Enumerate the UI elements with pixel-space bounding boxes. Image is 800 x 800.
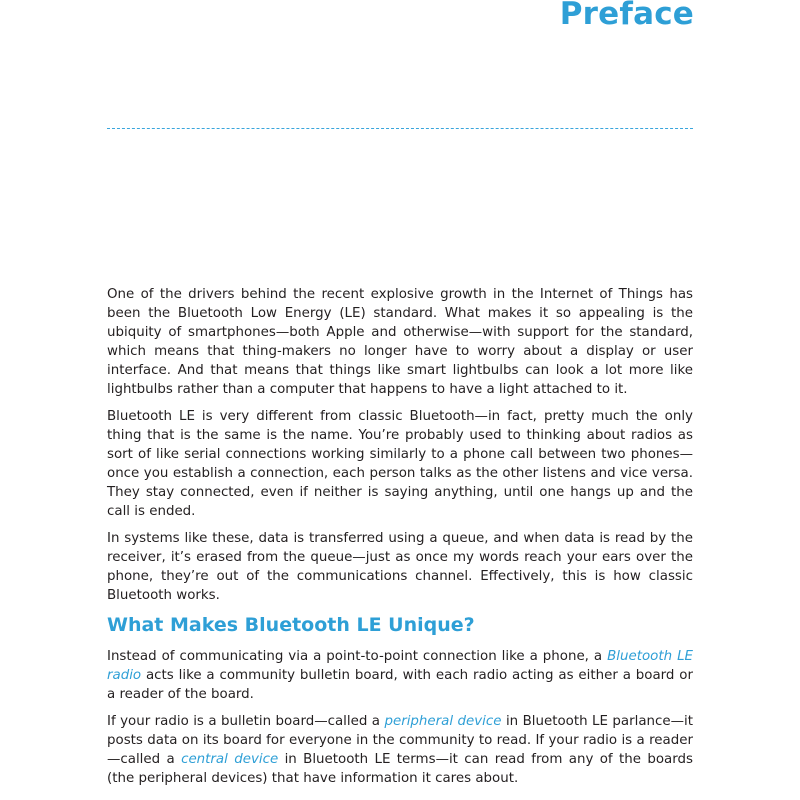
text-run: in Bluetooth LE terms—it can read from any of the boards (the peripheral devices) that have information it cares about.: [107, 752, 693, 786]
text-run: acts like a community bulletin board, with each radio acting as either a board or a reader of the board.: [107, 668, 693, 702]
term-central-device: central device: [181, 752, 279, 767]
term-peripheral-device: peripheral device: [384, 714, 502, 729]
body-text: [107, 285, 693, 796]
intro-paragraph-2: Bluetooth LE is very different from classic Bluetooth—in fact, pretty much the only thing that is the same is the name. You’re probably used to thinking about radios as sort of like serial connections working similarly to a phone call between two phones—once you establish a connection, each person talks as the other listens and vice versa. They stay connected, even if neither is saying anything, until one hangs up and the call is ended.: [107, 409, 693, 519]
chapter-title: Preface: [559, 0, 694, 32]
text-run: Instead of communicating via a point-to-point connection like a phone, a: [107, 649, 608, 664]
text-run: in Bluetooth LE parlance—it posts data on its board for everyone in the community to read. If your radio is a reader—called a: [107, 714, 693, 767]
title-divider: [107, 128, 693, 129]
section-paragraph-2: [107, 712, 693, 788]
intro-paragraph-1: One of the drivers behind the recent explosive growth in the Internet of Things has been the Bluetooth Low Energy (LE) standard. What makes it so appealing is the ubiquity of smartphones—both Apple and otherwise—with support for the standard, which means that thing-makers no longer have to worry about a display or user interface. And that means that things like smart lightbulbs can look a lot more like lightbulbs rather than a computer that happens to have a light attached to it.: [107, 287, 693, 397]
section-paragraph-1: [107, 647, 693, 704]
text-run: If your radio is a bulletin board—called a: [107, 714, 385, 729]
intro-paragraph-3: In systems like these, data is transferred using a queue, and when data is read by the receiver, it’s erased from the queue—just as once my words reach your ears over the phone, they’re out of the communications channel. Effectively, this is how classic Bluetooth works.: [107, 531, 693, 603]
section-heading: What Makes Bluetooth LE Unique?: [107, 614, 475, 636]
term-bluetooth-le-radio: Bluetooth LE radio: [107, 649, 694, 683]
